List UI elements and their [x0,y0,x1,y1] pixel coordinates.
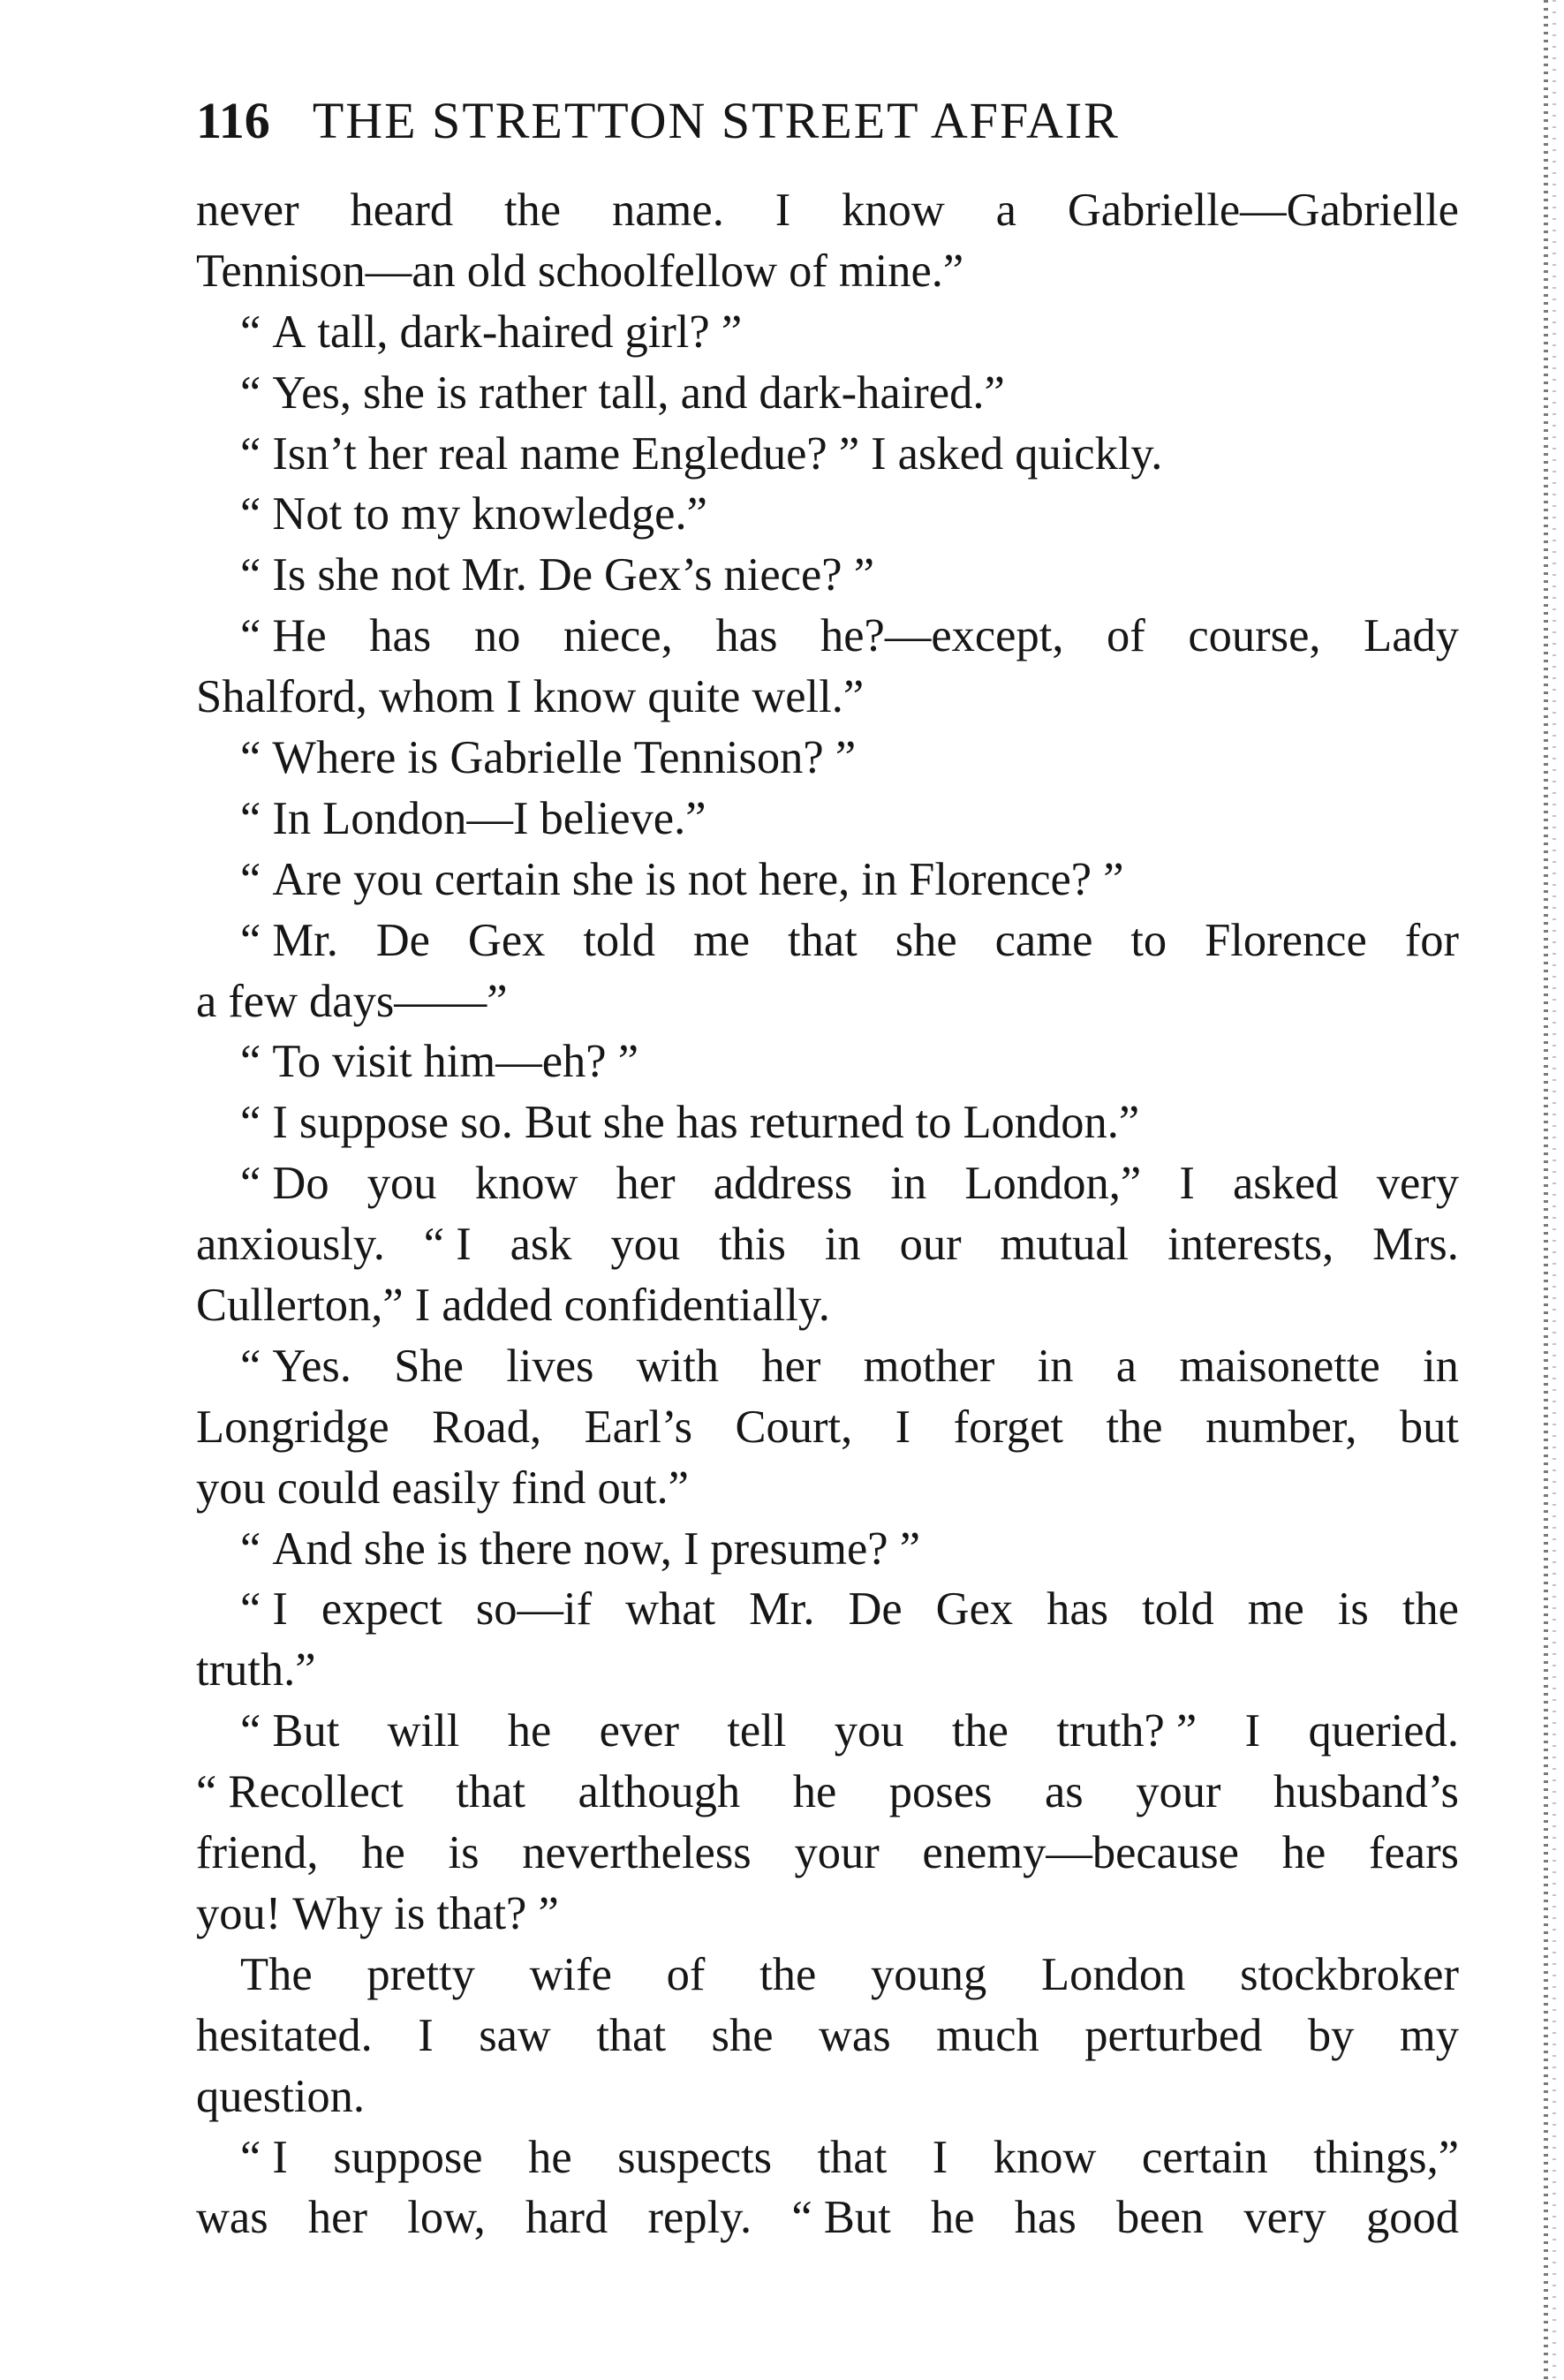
word: niece, [563,610,673,662]
word: “ But [791,2192,891,2244]
word: reply. [647,2192,752,2244]
word: a [995,185,1016,236]
word: that [596,2009,667,2061]
word: never [196,185,299,236]
text-line [196,667,1459,728]
word: came [994,914,1093,966]
text-line [196,728,1459,789]
word: suspects [617,2131,773,2183]
text-line [196,2006,1459,2066]
word: much [936,2009,1039,2061]
word: saw [479,2009,551,2061]
word: confidentially. [563,1280,830,1332]
word: “ Is [240,549,306,601]
word: few [228,975,298,1027]
word: added [442,1280,553,1332]
word: visit [332,1036,412,1088]
word: “ I [240,1097,288,1149]
word: he [930,2192,975,2244]
word: tall, [598,366,669,419]
word: suppose [333,2131,483,2183]
word: “ Where [240,732,397,784]
word: but [1399,1401,1459,1453]
text-line [196,606,1459,667]
word: returned [749,1097,904,1149]
word: not [390,549,450,601]
text-line [196,2127,1459,2188]
text-line [196,1945,1459,2006]
word: suppose [298,1097,450,1149]
word: young [871,1948,987,2000]
word: no [473,610,521,662]
word: your [1136,1766,1221,1818]
word: easily [391,1462,500,1514]
word: enemy—because [922,1827,1239,1879]
word: maisonette [1179,1340,1380,1392]
text-line [196,180,1459,241]
word: to [1130,914,1167,966]
word: Earl’s [584,1401,693,1453]
word: you [366,1158,437,1210]
word: “ Are [240,853,343,905]
word: Gex [935,1583,1014,1636]
word: her [616,1158,676,1210]
word: I [414,1280,431,1332]
text-line [196,1701,1459,1762]
text-line [196,1519,1459,1580]
word: our [899,1219,962,1271]
word: my [401,488,461,540]
word: pretty [366,1948,475,2000]
word: hard [525,2192,608,2244]
word: in [824,1219,861,1271]
word: you [196,1462,266,1514]
word: Lady [1364,610,1459,662]
text-line [196,1579,1459,1640]
text-line [196,545,1459,606]
word: in [890,1158,927,1210]
word: has [1046,1583,1109,1636]
word: “ Yes. [240,1340,351,1392]
word: been [1116,2192,1205,2244]
word: of [1107,610,1145,662]
word: although [578,1766,741,1818]
word: truth.” [196,1644,316,1696]
word: and [680,366,748,419]
word: interests, [1167,1219,1334,1271]
word: she [571,853,634,905]
word: asked [897,427,1004,480]
word: Why [292,1887,383,1939]
word: “ I [240,2131,288,2183]
word: Mr. [461,549,527,601]
word: Tennison—an [196,245,456,297]
word: I [895,1401,911,1453]
text-line [196,363,1459,424]
word: certain [1141,2131,1268,2183]
word: I [418,2009,434,2061]
page-edge-shadow [1544,0,1548,2380]
text-line [196,789,1459,850]
word: old [466,245,526,297]
word: But [524,1097,592,1149]
word: with [636,1340,720,1392]
word: address [713,1158,853,1210]
word: name [519,427,621,480]
word: queried. [1308,1705,1459,1757]
text-line [196,2066,1459,2127]
page-edge-shadow [1553,0,1556,2380]
text-line [196,1092,1459,1153]
word: De [538,549,593,601]
word: she [317,549,380,601]
text-line [196,1214,1459,1275]
word: Cullerton,” [196,1280,404,1332]
word: her [367,427,427,480]
word: mutual [1000,1219,1130,1271]
word: anxiously. [196,1219,385,1271]
text-line [196,850,1459,910]
word: London [1041,1948,1186,2000]
word: my [1399,2009,1459,2061]
word: Mrs. [1372,1219,1459,1271]
word: you [834,1705,904,1757]
word: very [1376,1158,1459,1210]
word: he [507,1705,552,1757]
word: Shalford, [196,671,367,723]
word: has [676,1097,738,1149]
word: you [353,853,423,905]
word: hesitated. [196,2009,373,2061]
word: knowledge.” [472,488,707,540]
word: he [361,1827,405,1879]
word: “ A [240,306,306,358]
text-line [196,1640,1459,1701]
word: “ I [240,1583,288,1636]
running-title: THE STRETTON STREET AFFAIR [312,92,1120,149]
word: mine.” [838,245,964,297]
word: is [435,366,467,419]
word: not [687,853,747,905]
word: in [1423,1340,1459,1392]
word: schoolfellow [537,245,778,297]
word: dark-haired [399,306,614,358]
word: truth? ” [1056,1705,1198,1757]
word: tall, [317,306,389,358]
word: of [789,245,827,297]
word: real [438,427,509,480]
word: “ Do [240,1158,329,1210]
word: the [1402,1583,1459,1636]
word: Gex’s [604,549,713,601]
word: “ Isn’t [240,427,357,480]
word: he [1281,1827,1326,1879]
word: me [692,914,751,966]
word: this [719,1219,786,1271]
word: she [895,914,957,966]
word: she [602,1097,665,1149]
word: know [842,185,945,236]
word: Gabrielle—Gabrielle [1067,185,1459,236]
word: nevertheless [522,1827,752,1879]
word: “ In [240,792,312,844]
word: Florence [1205,914,1367,966]
text-line [196,484,1459,545]
word: her [307,2192,367,2244]
word: lives [506,1340,594,1392]
word: will [387,1705,460,1757]
word: Mr. [749,1583,815,1636]
word: poses [888,1766,993,1818]
word: could [276,1462,381,1514]
word: for [1404,914,1459,966]
page-number: 116 [196,92,270,149]
word: forget [953,1401,1063,1453]
word: husband’s [1273,1766,1459,1818]
word: Gex [467,914,546,966]
word: “ Yes, [240,366,351,419]
word: low, [407,2192,486,2244]
word: is [1337,1583,1369,1636]
word: I [871,427,887,480]
text-line [196,1823,1459,1884]
word: “ To [240,1036,321,1088]
word: I [683,1522,699,1575]
word: Florence? ” [909,853,1124,905]
word: Road, [432,1401,542,1453]
word: has [715,610,778,662]
word: here, [758,853,850,905]
word: Longridge [196,1401,389,1453]
word: whom [378,671,495,723]
word: so. [460,1097,513,1149]
word: she [711,2009,774,2061]
word: he [528,2131,572,2183]
text-line [196,241,1459,302]
text-line [196,1275,1459,1336]
word: mother [863,1340,995,1392]
word: of [666,1948,706,2000]
word: know [474,1158,578,1210]
word: is [645,853,676,905]
word: Engledue? ” [631,427,860,480]
word: wife [529,1948,612,2000]
text-line [196,971,1459,1032]
word: “ I [423,1219,472,1271]
word: ever [599,1705,679,1757]
word: I [1179,1158,1195,1210]
text-line [196,1031,1459,1092]
word: the [759,1948,817,2000]
word: you! [196,1887,282,1939]
word: know [533,671,637,723]
word: good [1365,2192,1459,2244]
word: “ Recollect [196,1766,404,1818]
word: me [1247,1583,1304,1636]
word: De [848,1583,903,1636]
word: “ Mr. [240,914,338,966]
word: was [819,2009,891,2061]
word: the [503,185,562,236]
word: ask [510,1219,572,1271]
word: that? ” [436,1887,559,1939]
word: heard [350,185,454,236]
text-line [196,1336,1459,1397]
word: fears [1368,1827,1459,1879]
text-line [196,1762,1459,1823]
word: has [1014,2192,1077,2244]
word: days——” [309,975,508,1027]
word: expect [321,1583,442,1636]
word: perturbed [1084,2009,1263,2061]
word: “ He [240,610,327,662]
word: a [1115,1340,1137,1392]
word: London.” [963,1097,1140,1149]
word: stockbroker [1240,1948,1459,2000]
word: quite [647,671,741,723]
word: in [861,853,898,905]
word: niece? ” [723,549,875,601]
word: She [394,1340,464,1392]
word: told [1142,1583,1214,1636]
word: her [761,1340,821,1392]
word: certain [434,853,561,905]
word: the [951,1705,1009,1757]
word: I [506,671,522,723]
word: is [436,1522,468,1575]
word: presume? ” [710,1522,921,1575]
word: that [788,914,858,966]
word: that [456,1766,525,1818]
word: by [1307,2009,1355,2061]
text-line [196,1458,1459,1519]
word: he [792,1766,837,1818]
word: a [196,975,217,1027]
word: so—if [475,1583,593,1636]
word: The [240,1948,313,2000]
word: he?—except, [820,610,1064,662]
text-line [196,1153,1459,1214]
word: told [583,914,656,966]
word: “ But [240,1705,340,1757]
word: is [448,1827,480,1879]
word: to [353,488,390,540]
word: name. [612,185,724,236]
word: was [196,2192,268,2244]
word: friend, [196,1827,319,1879]
word: in [1037,1340,1074,1392]
text-line [196,302,1459,363]
word: very [1243,2192,1326,2244]
word: Court, [735,1401,853,1453]
word: rather [478,366,587,419]
word: find [510,1462,586,1514]
word: has [369,610,432,662]
word: as [1044,1766,1084,1818]
word: to [915,1097,952,1149]
word: well.” [752,671,865,723]
word: what [625,1583,716,1636]
word: is [407,732,439,784]
body-text [196,180,1459,2248]
word: out.” [597,1462,689,1514]
word: I [774,185,791,236]
word: things,” [1313,2131,1459,2183]
word: I [1244,1705,1261,1757]
word: is [394,1887,426,1939]
word: “ Not [240,488,343,540]
word: Tennison? ” [633,732,857,784]
word: there [479,1522,572,1575]
word: believe.” [540,792,706,844]
word: she [363,1522,426,1575]
word: “ And [240,1522,352,1575]
word: course, [1188,610,1321,662]
word: number, [1205,1401,1357,1453]
word: know [993,2131,1097,2183]
word: tell [727,1705,787,1757]
word: him—eh? ” [423,1036,639,1088]
word: London,” [964,1158,1142,1210]
word: the [1106,1401,1163,1453]
text-line [196,424,1459,485]
word: quickly. [1015,427,1163,480]
text-line [196,2187,1459,2248]
word: you [610,1219,681,1271]
page-header [196,81,1459,161]
word: Gabrielle [450,732,623,784]
word: your [794,1827,880,1879]
word: that [817,2131,888,2183]
word: now, [583,1522,672,1575]
word: I [932,2131,948,2183]
word: dark-haired.” [759,366,1005,419]
text-line [196,1884,1459,1945]
word: girl? ” [624,306,743,358]
word: London—I [322,792,529,844]
text-line [196,1397,1459,1458]
word: asked [1232,1158,1339,1210]
text-line [196,910,1459,971]
word: question. [196,2070,366,2122]
word: De [375,914,430,966]
word: she [362,366,425,419]
